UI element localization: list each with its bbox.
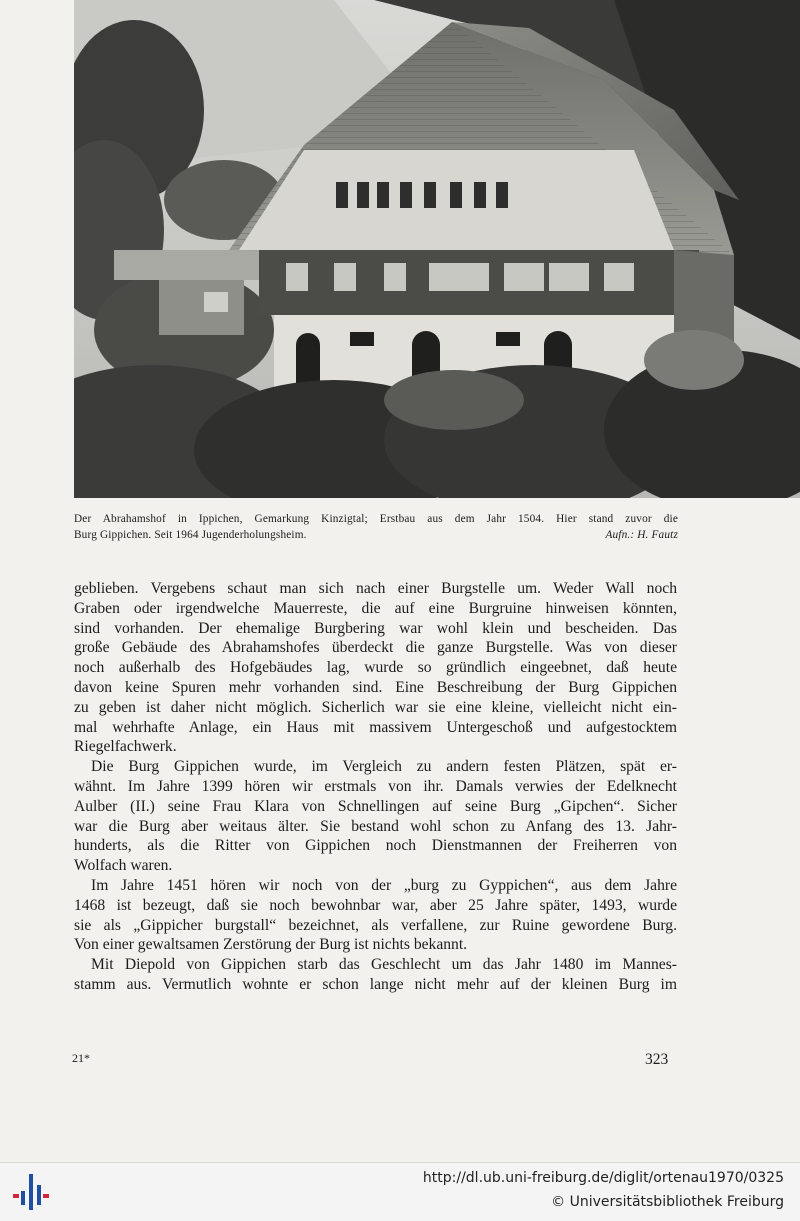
- text-line: davon keine Spuren mehr vorhanden sind. Eine Beschreibung der Burg Gippichen: [74, 678, 677, 696]
- text-line: Wolfach waren.: [74, 857, 173, 875]
- logo-bar: [37, 1185, 41, 1205]
- text-line: Von einer gewaltsamen Zerstörung der Burg ist nichts bekannt.: [74, 936, 468, 954]
- library-logo-icon: [10, 1171, 52, 1213]
- photo-credit: Aufn.: H. Fautz: [605, 529, 678, 541]
- text-line: geblieben. Vergebens schaut man sich nach einer Burgstelle um. Weder Wall noch: [74, 580, 677, 597]
- text-line: Im Jahre 1451 hören wir noch von der „burg zu Gyppichen“, aus dem Jahre: [91, 876, 677, 894]
- text-line: Riegelfachwerk.: [74, 738, 177, 756]
- logo-bar: [13, 1194, 19, 1198]
- text-line: war die Burg aber weitaus älter. Sie bestand wohl schon zu Anfang des 13. Jahr-: [74, 817, 677, 835]
- text-line: 1468 ist bezeugt, daß sie noch bewohnbar war, aber 25 Jahre später, 1493, wurde: [74, 896, 677, 914]
- caption-line: Burg Gippichen. Seit 1964 Jugenderholungsheim.: [74, 529, 307, 541]
- footer-bar: [0, 1162, 800, 1221]
- logo-bar: [43, 1194, 49, 1198]
- text-line: sie als „Gippicher burgstall“ bezeichnet, als verfallene, zur Ruine gewordene Burg.: [74, 916, 677, 934]
- text-line: hunderts, als die Ritter von Gippichen noch Dienstmannen der Freiherren von: [74, 837, 677, 855]
- logo-bar: [21, 1191, 25, 1205]
- permalink-url[interactable]: http://dl.ub.uni-freiburg.de/diglit/ortenau1970/0325: [422, 1170, 784, 1186]
- text-line: wähnt. Im Jahre 1399 hören wir erstmals von ihr. Damals verwies der Edelknecht: [74, 777, 677, 795]
- text-line: noch außerhalb des Hofgebäudes lag, wurde so gründlich eingeebnet, daß heute: [74, 659, 677, 677]
- text-line: Graben oder irgendwelche Mauerreste, die auf eine Burgruine hinweisen könnten,: [74, 599, 677, 617]
- text-line: Die Burg Gippichen wurde, im Vergleich zu andern festen Plätzen, spät er-: [91, 758, 677, 776]
- text-line: stamm aus. Vermutlich wohnte er schon lange nicht mehr auf der kleinen Burg im: [74, 975, 677, 993]
- copyright-text: © Universitätsbibliothek Freiburg: [551, 1194, 784, 1210]
- body-text: [74, 579, 677, 995]
- farmhouse-photograph: [74, 0, 800, 498]
- text-line: mal wehrhafte Anlage, ein Haus mit massivem Untergeschoß und aufgestocktem: [74, 718, 677, 736]
- signature-mark: 21*: [72, 1051, 90, 1065]
- text-line: Aulber (II.) seine Frau Klara von Schnellingen auf seine Burg „Gipchen“. Sicher: [74, 797, 677, 815]
- photo-caption: [74, 511, 678, 543]
- caption-line: Der Abrahamshof in Ippichen, Gemarkung Kinzigtal; Erstbau aus dem Jahr 1504. Hier stand zuvor die: [74, 513, 678, 525]
- logo-bar: [29, 1174, 33, 1210]
- text-line: sind vorhanden. Der ehemalige Burgbering war wohl klein und bescheiden. Das: [74, 619, 677, 637]
- page-number: 323: [645, 1051, 669, 1068]
- text-line: zu geben ist daher nicht möglich. Sicherlich war sie eine kleine, vielleicht nicht ein-: [74, 698, 677, 716]
- text-line: Mit Diepold von Gippichen starb das Geschlecht um das Jahr 1480 im Mannes-: [91, 956, 677, 974]
- text-line: große Gebäude des Abrahamshofes überdeckt die ganze Burgstelle. Was von dieser: [74, 639, 677, 657]
